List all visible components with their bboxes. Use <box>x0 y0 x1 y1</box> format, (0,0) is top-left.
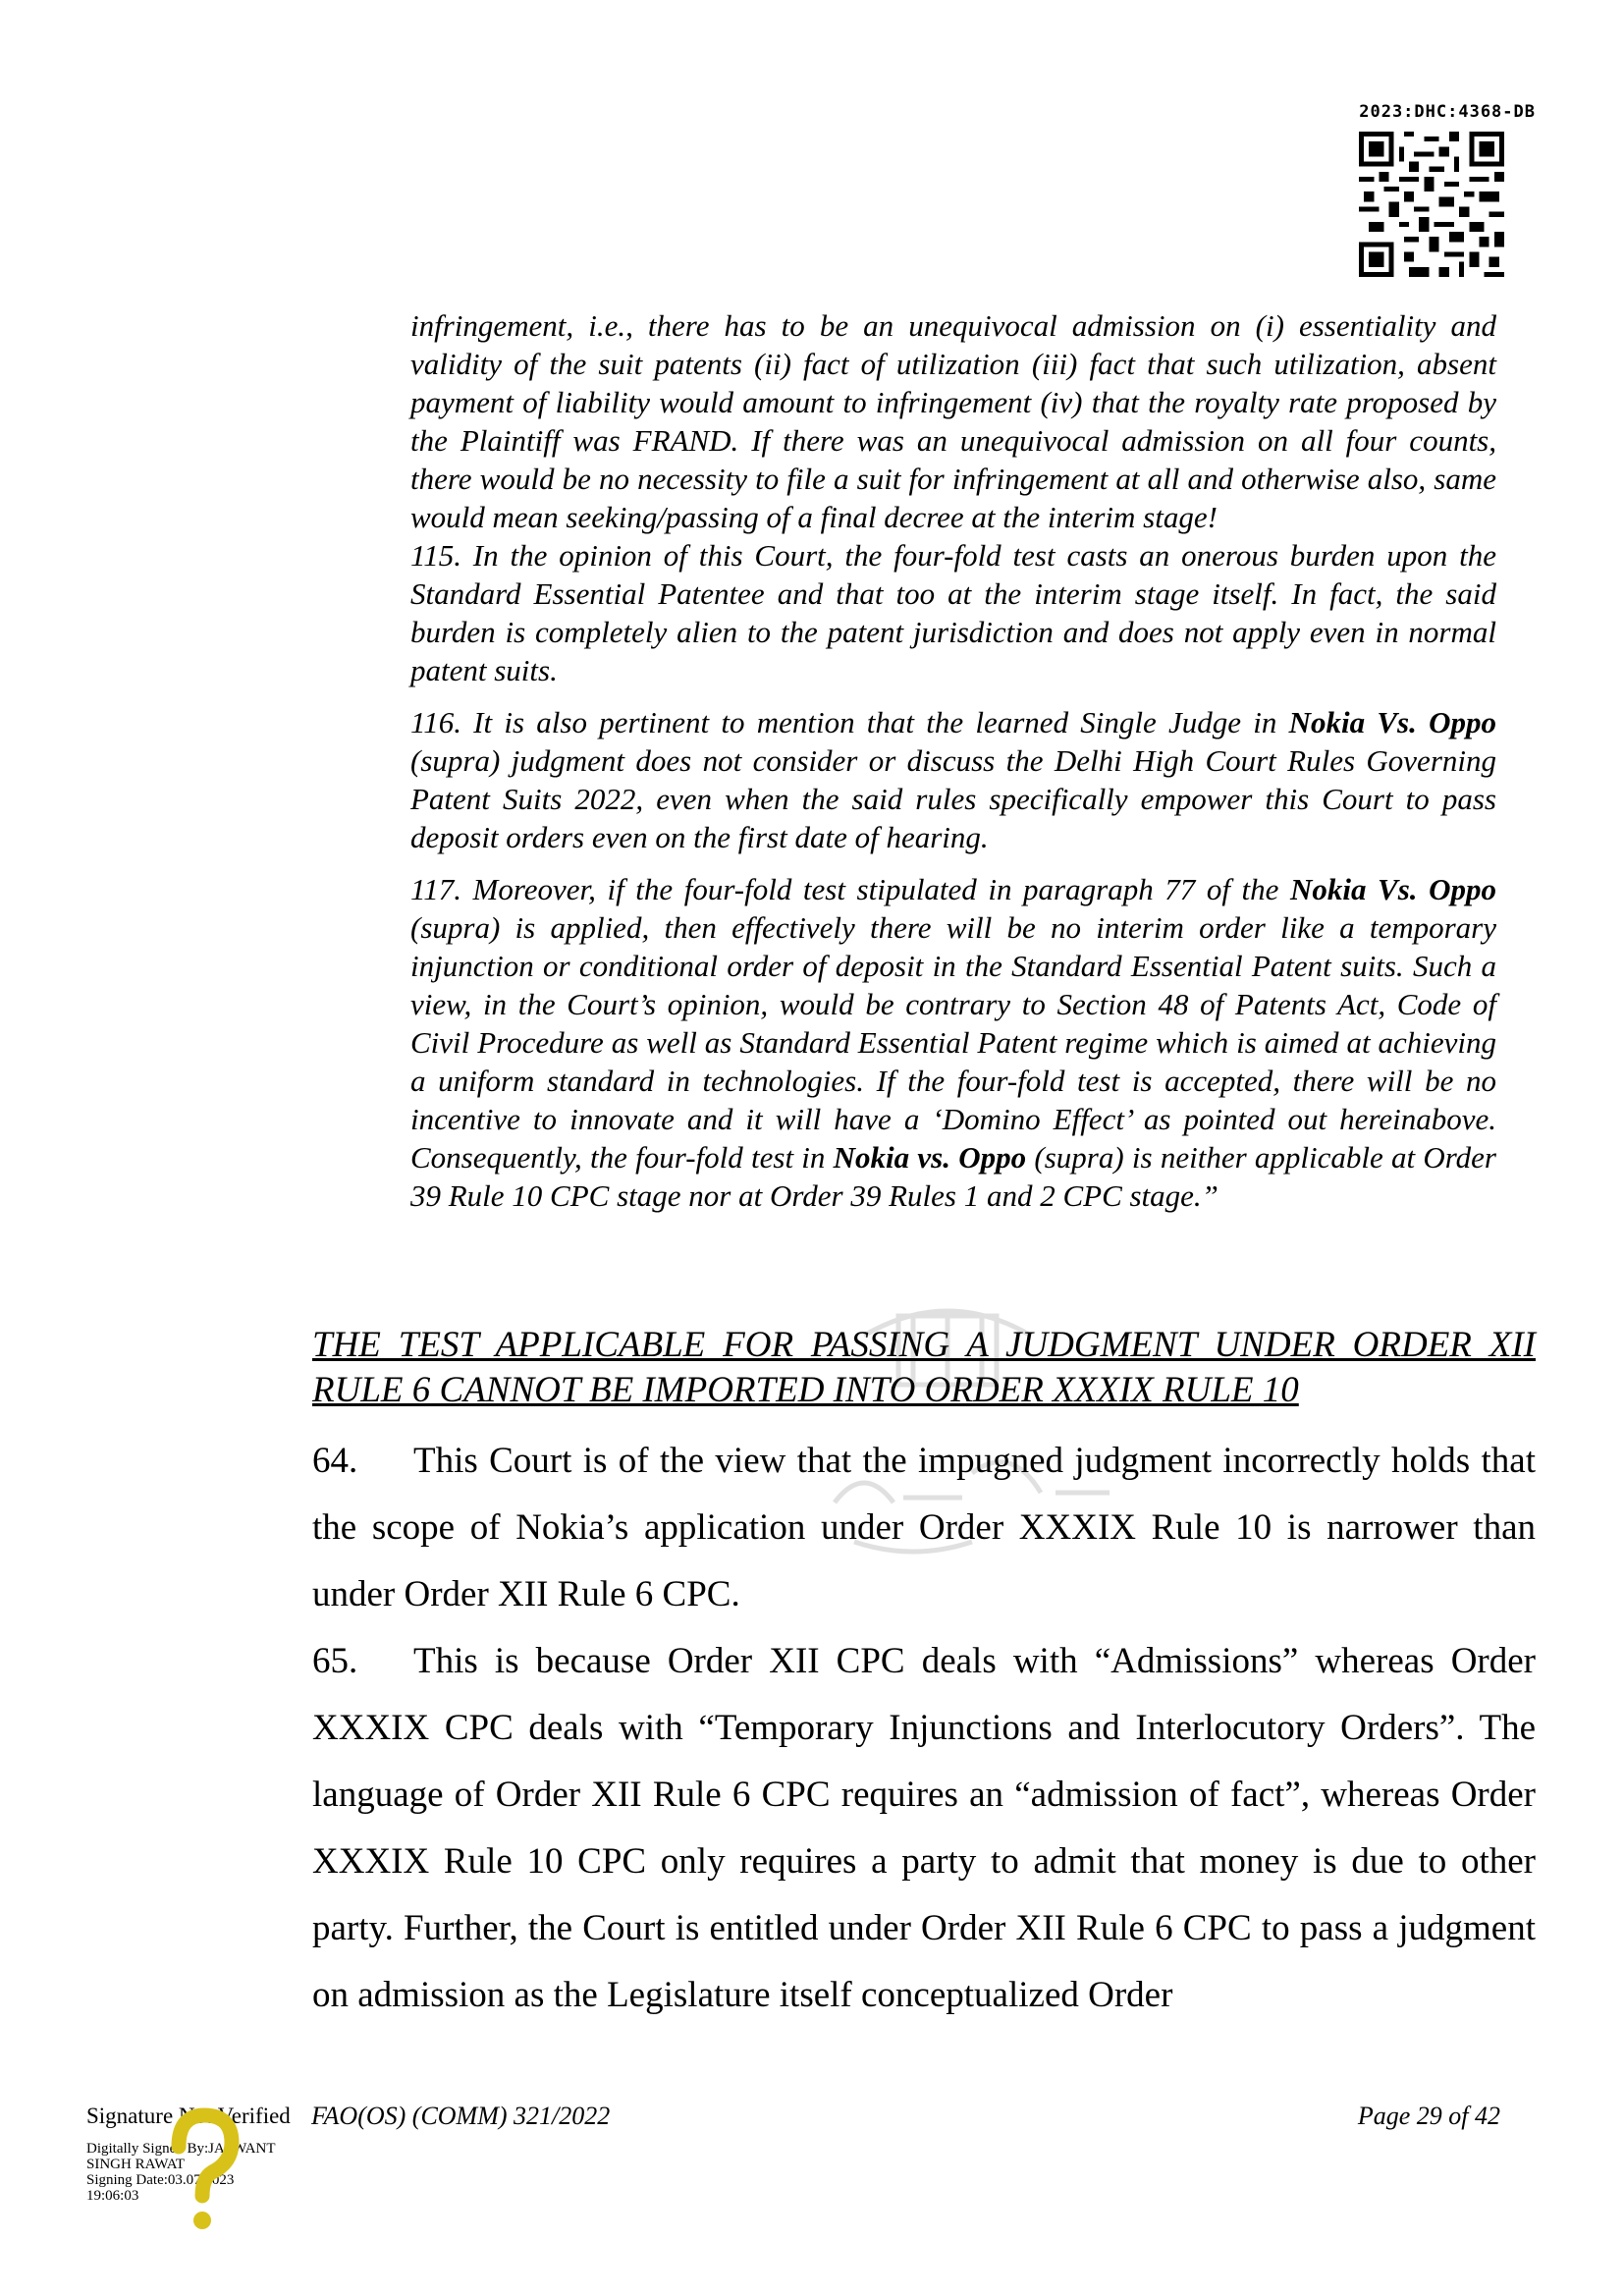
quote-paragraph: infringement, i.e., there has to be an unequivocal admission on (i) essentiality and validity of the suit patents (ii) fact of utilization (iii) fact that such utilization, absent payment of liability would amount to infringement (iv) that the royalty rate proposed by the Plaintiff was FRAND. If there was an unequivocal admission on all four counts, there would be no necessity to file a suit for infringement at all and otherwise also, same would mean seeking/passing of a final decree at the interim stage! <box>410 308 1496 534</box>
paragraph-number: 65. <box>312 1641 358 1681</box>
section-heading: THE TEST APPLICABLE FOR PASSING A JUDGMENT UNDER ORDER XII RULE 6 CANNOT BE IMPORTED INTO ORDER XXXIX RULE 10 <box>312 1325 1536 1410</box>
case-number: FAO(OS) (COMM) 321/2022 <box>311 2102 611 2130</box>
neutral-citation: 2023:DHC:4368-DB <box>1359 102 1536 122</box>
case-name: Nokia Vs. Oppo <box>1289 872 1496 906</box>
signed-by-name: SINGH RAWAT <box>86 2157 186 2172</box>
paragraph-text: This is because Order XII CPC deals with “Admissions” whereas Order XXXIX CPC deals with “Temporary Injunctions and Interlocutory Orders”. The language of Order XII Rule 6 CPC requires an “admission of fact”, whereas Order XXXIX Rule 10 CPC only requires a party to admit that money is due to other party. Further, the Court is entitled under Order XII Rule 6 CPC to pass a judgment on admission as the Legislature itself conceptualized Order <box>312 1641 1536 2015</box>
page-number: Page 29 of 42 <box>1357 2102 1500 2130</box>
quote-paragraph-117 <box>410 870 1496 1215</box>
qr-code-icon <box>1359 132 1504 277</box>
quote-text: 117. Moreover, if the four-fold test stipulated in paragraph 77 of the <box>410 872 1290 906</box>
quote-text: (supra) is applied, then effectively there will be no interim order like a temporary injunction or conditional order of deposit in the Standard Essential Patent suits. Such a view, in the Court’s opinion, would be contrary to Section 48 of Patents Act, Code of Civil Procedure as well as Standard Essential Patent regime which is aimed at achieving a uniform standard in technologies. If the four-fold test is accepted, there will be no incentive to innovate and it will have a ‘Domino Effect’ as pointed out hereinabove. Consequently, the four-fold test in <box>410 910 1496 1175</box>
quote-paragraph-115: 115. In the opinion of this Court, the four-fold test casts an onerous burden upon the Standard Essential Patentee and that too at the interim stage itself. In fact, the said burden is completely alien to the patent jurisdiction and does not apply even in normal patent suits. <box>410 538 1496 687</box>
signed-by: Digitally Signed By:JASWANT <box>86 2141 276 2157</box>
quote-text: (supra) judgment does not consider or discuss the Delhi High Court Rules Governing Patent Suits 2022, even when the said rules specifically empower this Court to pass deposit orders even on the first date of hearing. <box>410 743 1496 854</box>
quote-text: 116. It is also pertinent to mention that the learned Single Judge in <box>410 705 1289 739</box>
case-name: Nokia Vs. Oppo <box>1288 705 1496 739</box>
signing-date: Signing Date:03.07.2023 <box>86 2172 235 2188</box>
signing-time: 19:06:03 <box>86 2188 139 2204</box>
question-mark-icon <box>163 2107 242 2235</box>
quote-paragraph-116 <box>410 703 1496 856</box>
quote-text: (supra) is neither applicable at Order 39 Rule 10 CPC stage nor at Order 39 Rules 1 and 2 CPC stage.” <box>410 1140 1496 1213</box>
paragraph-number: 64. <box>312 1441 358 1481</box>
quoted-excerpt <box>410 306 1496 1215</box>
case-name: Nokia vs. Oppo <box>833 1140 1027 1175</box>
paragraph-text: This Court is of the view that the impugned judgment incorrectly holds that the scope of Nokia’s application under Order XXXIX Rule 10 is narrower than under Order XII Rule 6 CPC. <box>312 1441 1536 1614</box>
paragraph-64 <box>312 1428 1536 1628</box>
paragraph-65 <box>312 1628 1536 2029</box>
judgment-body <box>312 1428 1536 2029</box>
signature-status: Signature Not Verified <box>86 2104 291 2128</box>
